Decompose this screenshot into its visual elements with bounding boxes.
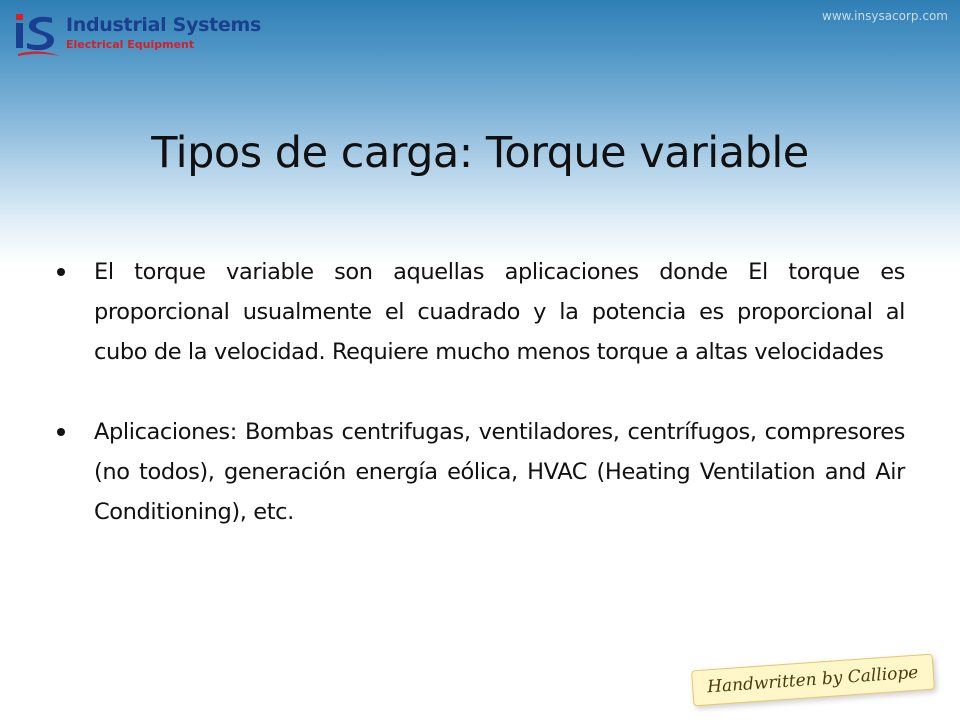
bullet-dot-icon: [57, 428, 65, 436]
company-name: Industrial Systems: [66, 14, 262, 36]
bullet-text: El torque variable son aquellas aplicaciones donde El torque es proporcional usualmente el cuadrado y la potencia es proporcional al cubo de la velocidad. Requiere mucho menos torque a altas velocidades: [94, 259, 905, 365]
bullet-item-aplicaciones: [57, 412, 905, 532]
bullet-item-torque-variable: [57, 252, 905, 372]
bullet-dot-icon: [57, 268, 65, 276]
company-logo: [14, 12, 262, 60]
company-tagline: Electrical Equipment: [66, 38, 195, 51]
slide-title: Tipos de carga: Torque variable: [151, 128, 809, 178]
bullet-text: Aplicaciones: Bombas centrifugas, ventiladores, centrífugos, compresores (no todos), generación energía eólica, HVAC (Heating Ventilation and Air Conditioning), etc.: [94, 419, 905, 525]
is-logo-mark: [14, 12, 64, 60]
bullet-list: [57, 252, 905, 532]
website-url: www.insysacorp.com: [822, 9, 948, 23]
handwritten-sticker: Handwritten by Calliope: [692, 654, 935, 707]
